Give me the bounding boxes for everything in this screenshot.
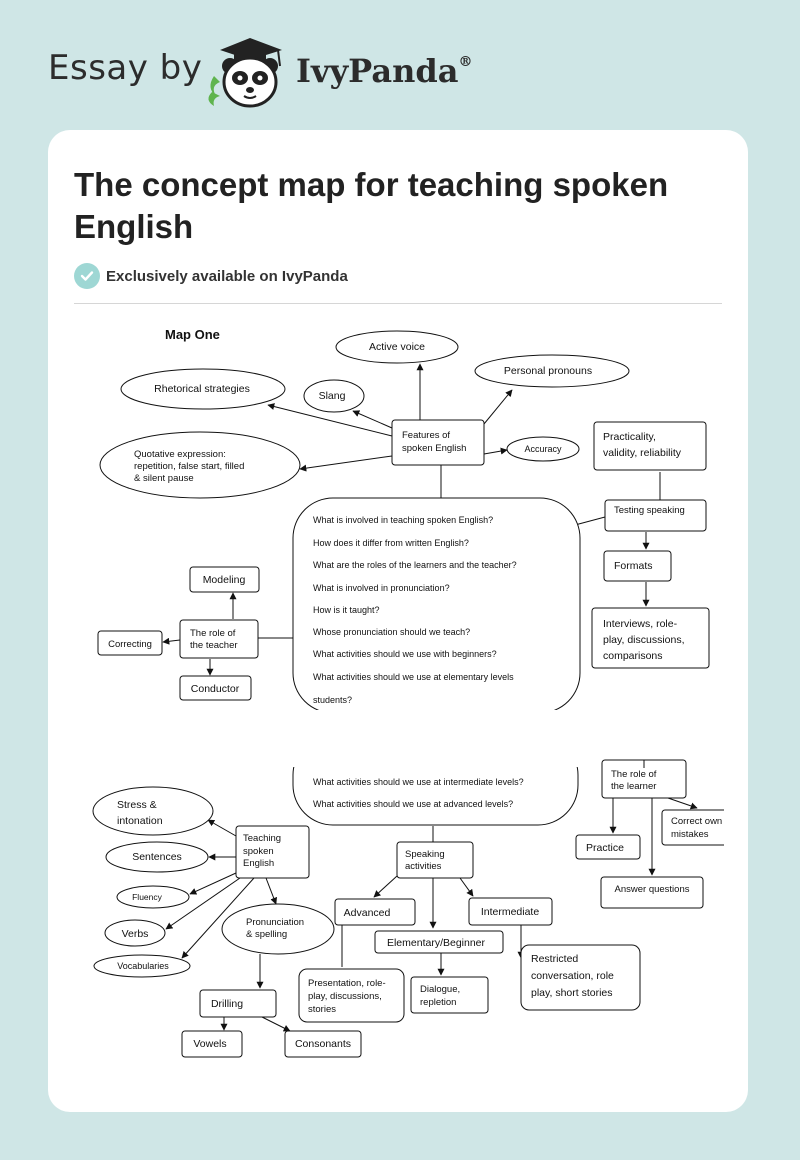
edge-teacher-correcting: [163, 640, 180, 642]
label-teaching-1: Teaching: [243, 833, 282, 844]
label-pronunciation-1: Pronunciation: [246, 917, 305, 928]
checkmark-icon: [74, 263, 100, 289]
label-quotative-3: & silent pause: [134, 473, 194, 484]
edge-features-slang: [353, 411, 392, 428]
label-correct-own-2: mistakes: [671, 829, 709, 840]
label-sentences: Sentences: [132, 851, 182, 863]
question-6: Whose pronunciation should we teach?: [313, 627, 471, 637]
node-speaking: [397, 842, 473, 878]
node-practicality: [594, 422, 706, 470]
label-dialogue-2: repletion: [420, 997, 457, 1008]
label-presentation-1: Presentation, role-: [308, 978, 386, 989]
edge-features-accuracy: [484, 450, 507, 454]
divider: [74, 303, 722, 304]
label-teacher-1: The role of: [190, 628, 236, 639]
question-10: What activities should we use at intermediate levels?: [313, 777, 524, 787]
label-teaching-2: spoken: [243, 846, 274, 857]
edge-features-quotative: [300, 456, 392, 469]
edge-speaking-intermediate: [460, 878, 473, 896]
question-3: What are the roles of the learners and the teacher?: [313, 560, 517, 570]
label-stress-2: intonation: [117, 815, 163, 827]
label-restricted-3: play, short stories: [531, 987, 613, 999]
label-restricted-2: conversation, role: [531, 970, 614, 982]
label-personal-pronouns: Personal pronouns: [503, 365, 593, 377]
label-quotative-2: repetition, false start, filled: [134, 461, 245, 472]
label-fluency: Fluency: [132, 892, 162, 902]
edge-features-pronouns: [484, 390, 512, 424]
label-rhetorical: Rhetorical strategies: [154, 383, 250, 395]
exclusive-badge: [74, 263, 348, 289]
brand-name: IvyPanda®: [296, 52, 473, 90]
edge-teaching-fluency: [190, 873, 236, 894]
label-learner-2: the learner: [611, 781, 657, 792]
label-practice: Practice: [586, 842, 624, 854]
node-teacher: [180, 620, 258, 658]
question-2: How does it differ from written English?: [313, 538, 469, 548]
question-4: What is involved in pronunciation?: [313, 583, 450, 593]
label-learner-1: The role of: [611, 769, 657, 780]
label-dialogue-1: Dialogue,: [420, 984, 461, 995]
label-teaching-3: English: [243, 858, 275, 869]
label-formats-list-3: comparisons: [603, 650, 663, 662]
question-9: students?: [313, 695, 353, 705]
map-heading: Map One: [165, 327, 220, 342]
label-elementary: Elementary/Beginner: [386, 937, 486, 949]
label-accuracy: Accuracy: [524, 444, 562, 454]
page-title: The concept map for teaching spoken English: [74, 166, 669, 245]
concept-map: [74, 305, 724, 1095]
edge-learner-correct: [668, 798, 697, 808]
essay-by-label: Essay by: [48, 48, 203, 88]
label-intermediate: Intermediate: [480, 906, 540, 918]
label-stress-1: Stress &: [117, 799, 157, 811]
label-practicality-2: validity, reliability: [603, 447, 681, 459]
label-testing-speaking: Testing speaking: [614, 505, 685, 516]
label-active-voice: Active voice: [368, 341, 426, 353]
panda-logo-icon: [200, 36, 300, 110]
label-formats-list-2: play, discussions,: [603, 634, 685, 646]
label-presentation-3: stories: [308, 1004, 336, 1015]
band-mask: [74, 710, 724, 767]
label-presentation-2: play, discussions,: [308, 991, 382, 1002]
label-answer: Answer questions: [614, 884, 690, 895]
label-vowels: Vowels: [193, 1038, 227, 1050]
question-1: What is involved in teaching spoken English?: [313, 515, 494, 525]
node-stress: [93, 787, 213, 835]
label-modeling: Modeling: [202, 574, 246, 586]
label-advanced: Advanced: [343, 907, 391, 919]
label-features-1: Features of: [402, 430, 451, 441]
label-quotative-1: Quotative expression:: [134, 449, 226, 460]
label-slang: Slang: [318, 390, 346, 402]
label-drilling: Drilling: [210, 998, 244, 1010]
question-5: How is it taught?: [313, 605, 380, 615]
edge-teaching-stress: [208, 820, 236, 836]
edge-testing-questions: [575, 517, 605, 525]
label-speaking-2: activities: [405, 861, 442, 872]
question-8: What activities should we use at elementary levels: [313, 672, 514, 682]
question-11: What activities should we use at advanced levels?: [313, 799, 514, 809]
label-pronunciation-2: & spelling: [246, 929, 288, 940]
label-verbs: Verbs: [121, 928, 149, 940]
label-formats: Formats: [614, 560, 653, 572]
label-correct-own-1: Correct own: [671, 816, 723, 827]
label-teacher-2: the teacher: [190, 640, 238, 651]
label-features-2: spoken English: [402, 443, 467, 454]
edge-speaking-advanced: [374, 876, 397, 897]
label-correcting: Correcting: [108, 639, 152, 650]
label-practicality-1: Practicality,: [603, 431, 656, 443]
label-formats-list-1: Interviews, role-: [603, 618, 678, 630]
label-speaking-1: Speaking: [405, 849, 445, 860]
exclusive-label: Exclusively available on IvyPanda: [106, 267, 348, 285]
label-restricted-1: Restricted: [531, 953, 579, 965]
label-conductor: Conductor: [190, 683, 240, 695]
question-7: What activities should we use with beginners?: [313, 649, 497, 659]
edge-drilling-consonants: [262, 1017, 290, 1031]
label-vocabularies: Vocabularies: [117, 961, 169, 971]
edge-teaching-pronunciation: [266, 878, 276, 904]
label-consonants: Consonants: [294, 1038, 352, 1050]
